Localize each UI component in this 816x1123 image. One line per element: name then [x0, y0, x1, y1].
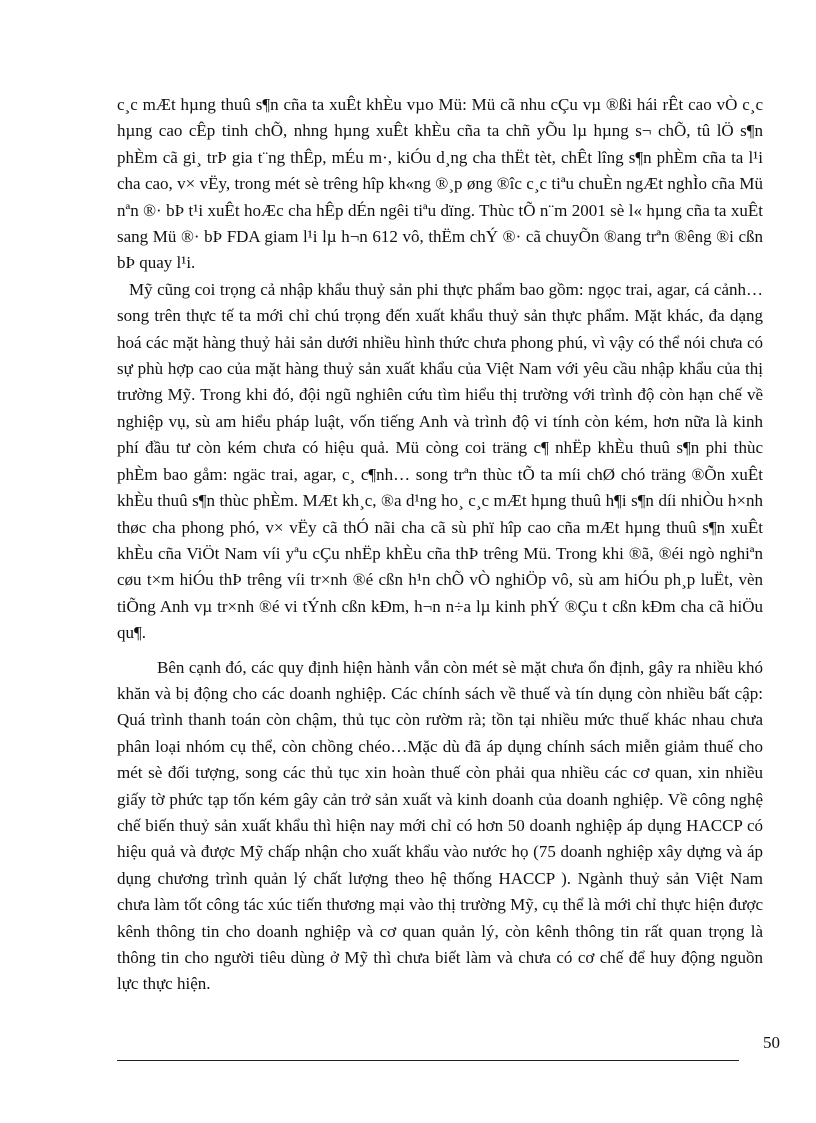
paragraph-1: c¸c mÆt hµng thuû s¶n cña ta xuÊt khÈu vµo Mü: Mü cã nhu cÇu vµ ®ßi hái rÊt cao vÒ c¸c hµng cao cÊp tinh chÕ, nhng hµng xuÊt khÈu cña ta chñ yÕu lµ hµng s¬ chÕ, tû lÖ s¶n phÈm cã gi¸ trÞ gia t¨ng thÊp, mÉu m·, kiÓu d¸ng cha thËt tèt, chÊt lîng s¶n phÈm cña ta l¹i cha cao, v× vËy, trong mét sè trêng hîp kh«ng ®¸p øng ®îc c¸c tiªu chuÈn ngÆt nghÌo cña Mü nªn ®· bÞ t¹i xuÊt hoÆc cha hÊp dÉn ngêi tiªu dïng. Thùc tÕ n¨m 2001 sè l« hµng cña ta xuÊt sang Mü ®· bÞ FDA giam l¹i lµ h¬n 612 vô, thËm chÝ ®· cã chuyÕn ®ang trªn ®êng ®i cßn bÞ quay l¹i. — [117, 95, 763, 273]
paragraph-2: Mỹ cũng coi trọng cả nhập khẩu thuỷ sản phi thực phẩm bao gồm: ngọc trai, agar, cá cảnh… song trên thực tế ta mới chỉ chú trọng đến xuất khẩu thuỷ sản thực phẩm. Mặt khác, đa dạng hoá các mặt hàng thuỷ hải sản dưới nhiều hình thức chưa phong phú, vì vậy có thể nói chưa có sự phù hợp cao của mặt hàng thuỷ sản xuất khẩu của Việt Nam với yêu cầu nhập khẩu của thị trường Mỹ. Trong khi đó, đội ngũ nghiên cứu tìm hiểu thị trường với trình độ còn hạn chế về nghiệp vụ, sù am hiểu pháp luật, vốn tiếng Anh và trình độ vi tính còn kém, hơn nữa là kinh phí đầu tư còn kém chưa có hiệu quả. Mü còng coi träng c¶ nhËp khÈu thuû s¶n phi thùc phÈm bao gåm: ngäc trai, agar, c¸ c¶nh… song trªn thùc tÕ ta míi chØ chó träng ®Õn xuÊt khÈu thuû s¶n thùc phÈm. MÆt kh¸c, ®a d¹ng ho¸ c¸c mÆt hµng thuû h¶i s¶n díi nhiÒu h×nh thøc cha phong phó, v× vËy cã thÓ nãi cha cã sù phï hîp cao cña mÆt hµng thuû s¶n xuÊt khÈu cña ViÖt Nam víi yªu cÇu nhËp khÈu cña thÞ trêng Mü. Trong khi ®ã, ®éi ngò nghiªn cøu t×m hiÓu thÞ trêng víi tr×nh ®é cßn h¹n chÕ vÒ nghiÖp vô, sù am hiÓu ph¸p luËt, vèn tiÕng Anh vµ tr×nh ®é vi tÝnh cßn kÐm, h¬n n÷a lµ kinh phÝ ®Çu t cßn kÐm cha cã hiÖu qu¶. — [117, 279, 763, 643]
paragraph-3: Bên cạnh đó, các quy định hiện hành vẫn còn mét sè mặt chưa ổn định, gây ra nhiều khó khăn và bị động cho các doanh nghiệp. Các chính sách về thuế và tín dụng còn nhiều bất cập: Quá trình thanh toán còn chậm, thủ tục còn rườm rà; tồn tại nhiều mức thuế khác nhau chưa phân loại nhóm cụ thể, còn chồng chéo…Mặc dù đã áp dụng chính sách miễn giảm thuế cho mét sè đối tượng, song các thủ tục xin hoàn thuế còn phải qua nhiều các cơ quan, xin nhiều giấy tờ phức tạp tốn kém gây cản trở sản xuất và kinh doanh của doanh nghiệp. Về công nghệ chế biến thuỷ sản xuất khẩu thì hiện nay mới chỉ có hơn 50 doanh nghiệp áp dụng HACCP có hiệu quả và được Mỹ chấp nhận cho xuất khẩu vào nước họ (75 doanh nghiệp xây dựng và áp dụng chương trình quản lý chất lượng theo hệ thống HACCP ). Ngành thuỷ sản Việt Nam chưa làm tốt công tác xúc tiến thương mại vào thị trường Mỹ, cụ thể là mới chỉ thực hiện được kênh thông tin cho doanh nghiệp và cơ quan quản lý, còn kênh thông tin rất quan trọng là thông tin cho người tiêu dùng ở Mỹ thì chưa biết làm và chưa có cơ chế để huy động nguồn lực thực hiện. — [117, 657, 763, 994]
document-body — [117, 92, 763, 998]
footer-divider — [117, 1060, 739, 1061]
page-number: 50 — [763, 1033, 780, 1052]
